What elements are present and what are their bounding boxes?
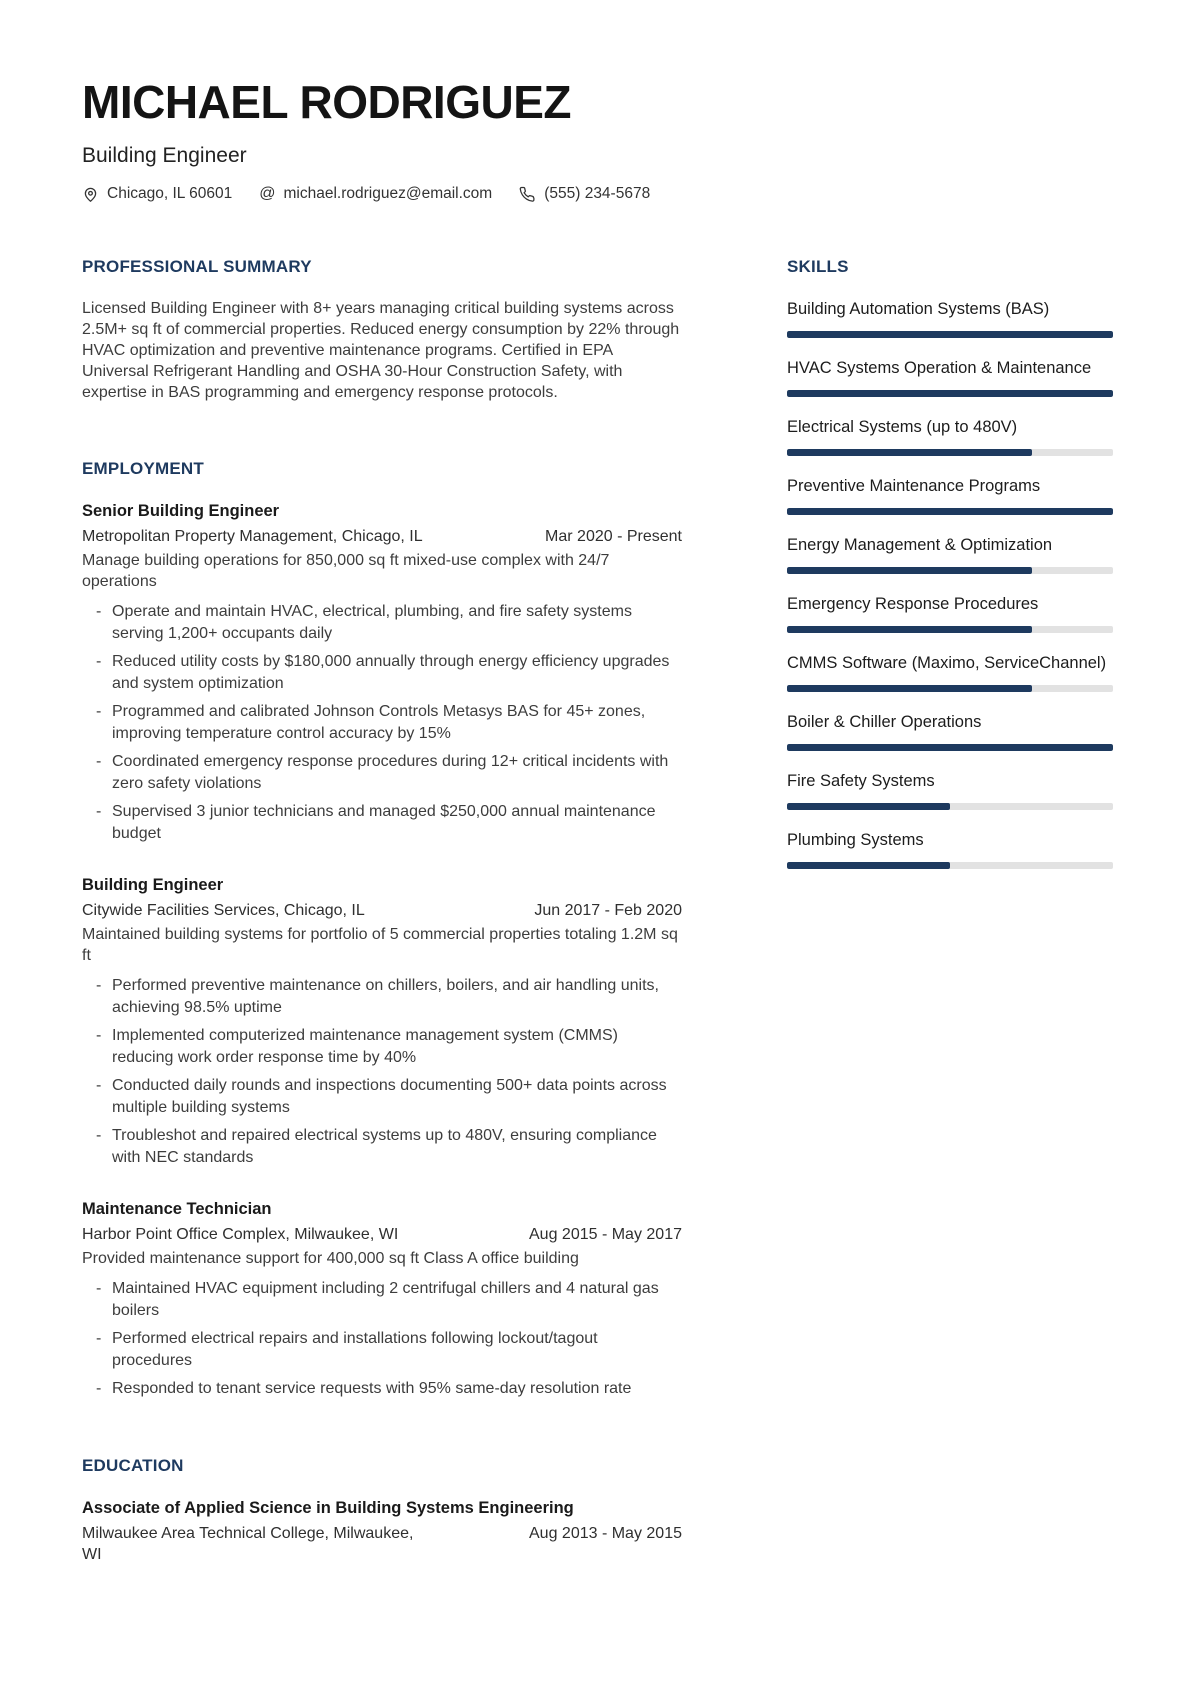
skill-bar-fill xyxy=(787,685,1032,692)
skill-label: Building Automation Systems (BAS) xyxy=(787,300,1050,319)
section-employment xyxy=(82,459,682,1400)
skill-item xyxy=(787,652,1113,692)
job-entry xyxy=(82,874,682,1168)
job-description: Provided maintenance support for 400,000 sq ft Class A office building xyxy=(82,1250,579,1268)
skill-label: CMMS Software (Maximo, ServiceChannel) xyxy=(787,654,1107,673)
skill-bar-track xyxy=(787,331,1113,338)
job-entry xyxy=(82,1198,682,1400)
job-bullet: - Maintained HVAC equipment including 2 centrifugal chillers and 4 natural gas boilers xyxy=(82,1278,682,1321)
job-bullet: - Coordinated emergency response procedures during 12+ critical incidents with zero safety violations xyxy=(82,751,682,794)
job-bullet: - Troubleshot and repaired electrical systems up to 480V, ensuring compliance with NEC standards xyxy=(82,1125,682,1168)
skill-bar-track xyxy=(787,449,1113,456)
skill-item xyxy=(787,416,1113,456)
resume-header xyxy=(82,78,1113,203)
skill-label: Boiler & Chiller Operations xyxy=(787,713,982,732)
education-school: Milwaukee Area Technical College, Milwaukee, WI xyxy=(82,1524,414,1563)
job-description: Manage building operations for 850,000 sq ft mixed-use complex with 24/7 operations xyxy=(82,552,610,591)
section-skills xyxy=(787,257,1113,869)
job-company: Harbor Point Office Complex, Milwaukee, WI xyxy=(82,1226,399,1244)
person-title: Building Engineer xyxy=(82,144,247,168)
section-professional-summary xyxy=(82,257,682,403)
skill-bar-track xyxy=(787,685,1113,692)
job-bullets xyxy=(82,601,682,844)
job-entry xyxy=(82,500,682,844)
contact-location xyxy=(82,185,232,203)
employment-heading: EMPLOYMENT xyxy=(82,459,204,479)
skill-bar-track xyxy=(787,508,1113,515)
skill-item xyxy=(787,829,1113,869)
job-company-row xyxy=(82,526,682,547)
job-company: Citywide Facilities Services, Chicago, IL xyxy=(82,902,365,920)
skill-bar-fill xyxy=(787,803,950,810)
skill-item xyxy=(787,534,1113,574)
contact-email-text: michael.rodriguez@email.com xyxy=(283,185,493,203)
job-description: Maintained building systems for portfolio of 5 commercial properties totaling 1.2M sq ft xyxy=(82,926,678,965)
skill-bar-fill xyxy=(787,744,1113,751)
education-degree: Associate of Applied Science in Building Systems Engineering xyxy=(82,1498,574,1517)
job-company: Metropolitan Property Management, Chicago, IL xyxy=(82,528,423,546)
left-column xyxy=(82,257,682,1621)
right-column xyxy=(787,257,1113,1621)
education-row xyxy=(82,1523,682,1565)
summary-text: Licensed Building Engineer with 8+ years managing critical building systems across 2.5M+ sq ft of commercial properties. Reduced energy consumption by 22% through HVAC optimization and preventive maintenance programs. Certified in EPA Universal Refrigerant Handling and OSHA 30-Hour Construction Safety, with expertise in BAS programming and emergency response protocols. xyxy=(82,300,680,402)
skill-bar-track xyxy=(787,862,1113,869)
skill-label: Preventive Maintenance Programs xyxy=(787,477,1041,496)
contact-email xyxy=(259,185,492,203)
location-pin-icon xyxy=(82,186,99,203)
skill-item xyxy=(787,711,1113,751)
summary-heading: PROFESSIONAL SUMMARY xyxy=(82,257,312,277)
skill-bar-track xyxy=(787,744,1113,751)
section-education xyxy=(82,1456,682,1565)
education-heading: EDUCATION xyxy=(82,1455,184,1475)
skill-bar-track xyxy=(787,803,1113,810)
skill-item xyxy=(787,357,1113,397)
skill-item xyxy=(787,770,1113,810)
skill-bar-track xyxy=(787,567,1113,574)
job-bullet: - Implemented computerized maintenance management system (CMMS) reducing work order response time by 40% xyxy=(82,1025,682,1068)
job-dates: Mar 2020 - Present xyxy=(545,528,682,546)
contact-phone xyxy=(519,185,650,203)
skill-item xyxy=(787,593,1113,633)
contact-phone-text: (555) 234-5678 xyxy=(544,185,651,203)
job-list xyxy=(82,500,682,1400)
contact-row xyxy=(82,185,1113,203)
person-name: MICHAEL RODRIGUEZ xyxy=(82,76,571,128)
skill-bar-fill xyxy=(787,449,1032,456)
skill-label: Electrical Systems (up to 480V) xyxy=(787,418,1018,437)
contact-location-text: Chicago, IL 60601 xyxy=(107,185,233,203)
skill-label: Plumbing Systems xyxy=(787,831,924,850)
skill-item xyxy=(787,298,1113,338)
job-bullet: - Responded to tenant service requests with 95% same-day resolution rate xyxy=(82,1378,682,1400)
job-company-row xyxy=(82,900,682,921)
job-bullets xyxy=(82,975,682,1168)
email-at-icon: @ xyxy=(259,185,276,203)
skill-bar-fill xyxy=(787,508,1113,515)
skill-bar-track xyxy=(787,390,1113,397)
skills-heading: SKILLS xyxy=(787,257,849,277)
skill-label: Emergency Response Procedures xyxy=(787,595,1039,614)
skill-bar-fill xyxy=(787,862,950,869)
job-position: Maintenance Technician xyxy=(82,1200,272,1219)
skill-item xyxy=(787,475,1113,515)
job-bullet: - Performed electrical repairs and installations following lockout/tagout procedures xyxy=(82,1328,682,1371)
job-bullet: - Programmed and calibrated Johnson Controls Metasys BAS for 45+ zones, improving temperature control accuracy by 15% xyxy=(82,701,682,744)
skill-label: Fire Safety Systems xyxy=(787,772,935,791)
skill-label: Energy Management & Optimization xyxy=(787,536,1053,555)
job-bullet: - Operate and maintain HVAC, electrical, plumbing, and fire safety systems serving 1,200+ occupants daily xyxy=(82,601,682,644)
skill-bar-fill xyxy=(787,567,1032,574)
job-company-row xyxy=(82,1224,682,1245)
job-position: Senior Building Engineer xyxy=(82,502,280,521)
skill-label: HVAC Systems Operation & Maintenance xyxy=(787,359,1092,378)
job-bullet: - Performed preventive maintenance on chillers, boilers, and air handling units, achieving 98.5% uptime xyxy=(82,975,682,1018)
skill-bar-fill xyxy=(787,390,1113,397)
job-bullet: - Conducted daily rounds and inspections documenting 500+ data points across multiple building systems xyxy=(82,1075,682,1118)
job-position: Building Engineer xyxy=(82,876,224,895)
skill-list xyxy=(787,298,1113,869)
job-bullets xyxy=(82,1278,682,1400)
skill-bar-fill xyxy=(787,626,1032,633)
education-dates: Aug 2013 - May 2015 xyxy=(529,1524,682,1542)
skill-bar-track xyxy=(787,626,1113,633)
job-dates: Jun 2017 - Feb 2020 xyxy=(534,902,682,920)
resume-body xyxy=(82,257,1113,1621)
job-bullet: - Reduced utility costs by $180,000 annually through energy efficiency upgrades and system optimization xyxy=(82,651,682,694)
skill-bar-fill xyxy=(787,331,1113,338)
phone-icon xyxy=(519,186,536,203)
job-bullet: - Supervised 3 junior technicians and managed $250,000 annual maintenance budget xyxy=(82,801,682,844)
job-dates: Aug 2015 - May 2017 xyxy=(529,1226,682,1244)
